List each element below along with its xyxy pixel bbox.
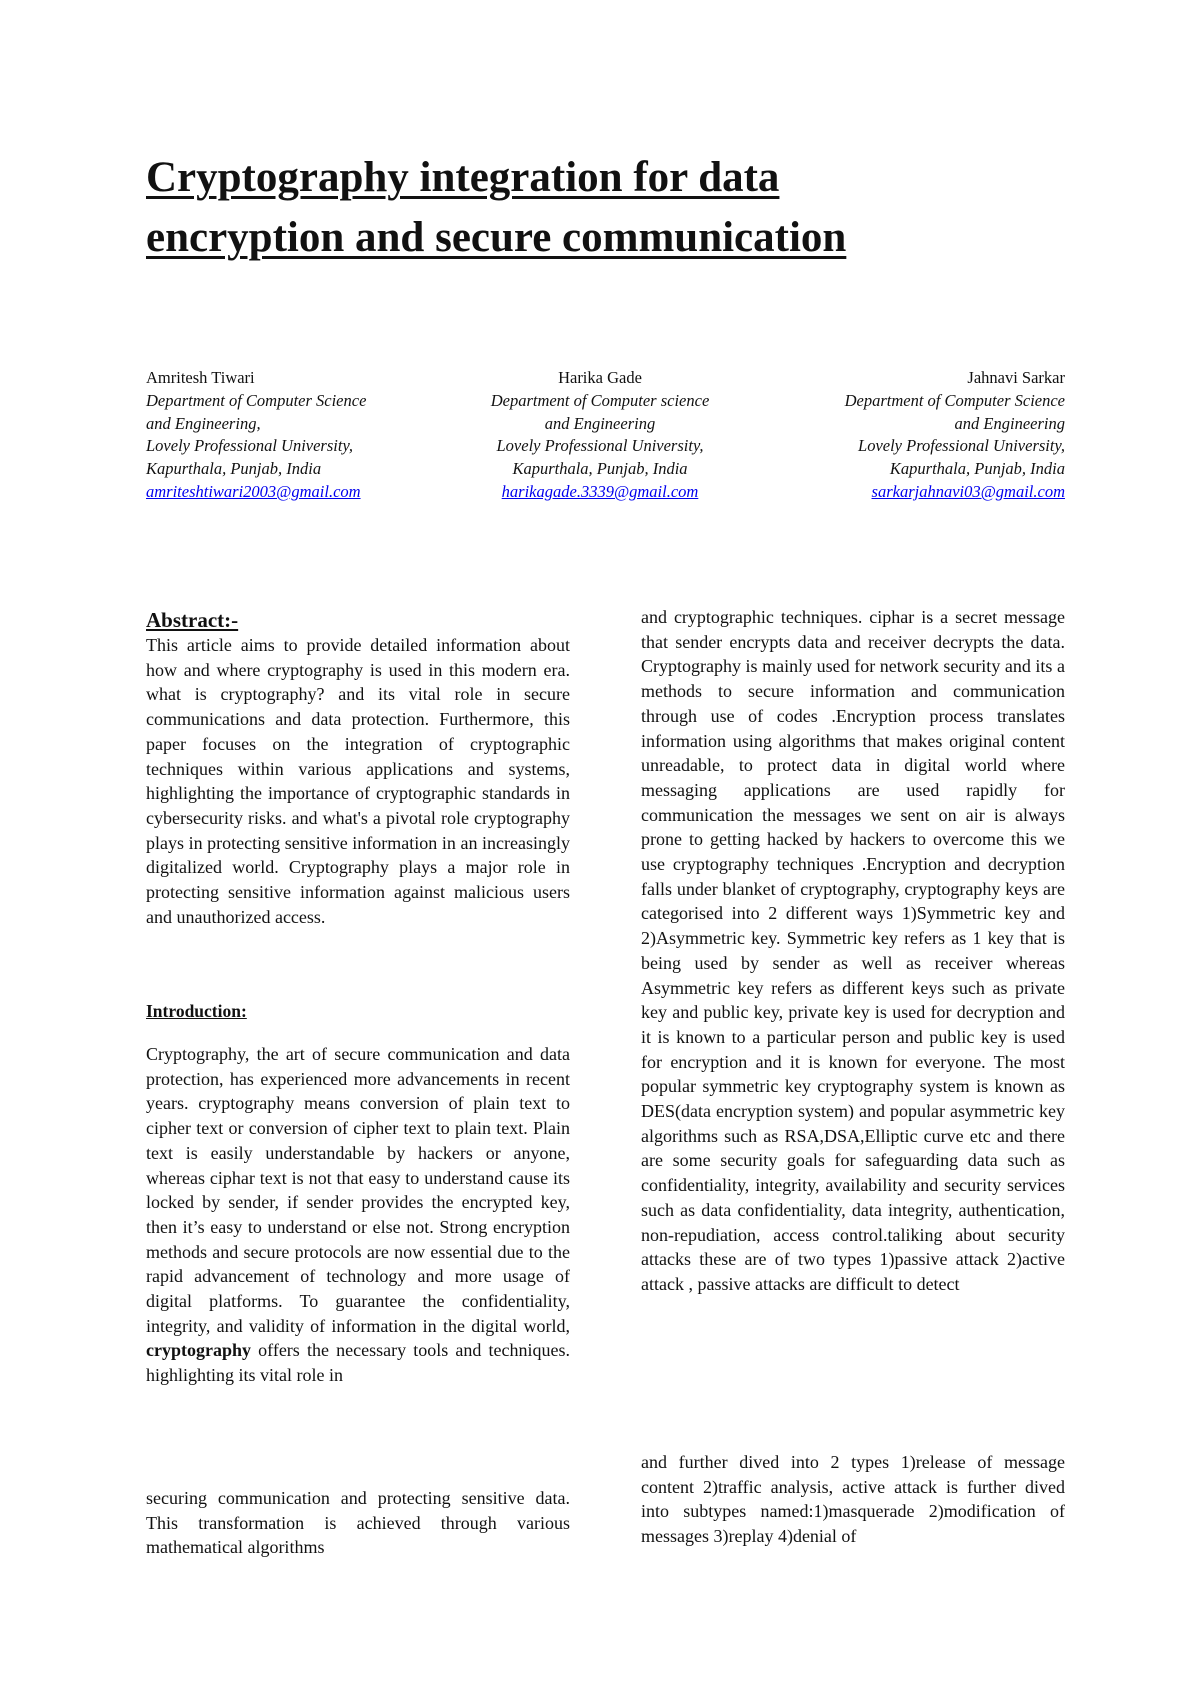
author-department: Department of Computer science — [490, 390, 710, 410]
author-university: Lovely Professional University, — [146, 436, 353, 456]
introduction-body-right-cont — [641, 1450, 1065, 1549]
paper-title — [146, 148, 1106, 268]
author-name: Harika Gade — [558, 368, 642, 387]
author-email-link[interactable]: sarkarjahnavi03@gmail.com — [871, 481, 1065, 501]
introduction-body-left — [146, 1042, 570, 1388]
abstract-body — [146, 633, 570, 929]
author-block-1 — [146, 367, 446, 504]
introduction-body-right — [641, 605, 1065, 1297]
introduction-paragraph-1 — [146, 1042, 570, 1388]
intro-text-after-bold: offers the necessary tools and techniques. highlighting its vital role in — [146, 1340, 570, 1386]
author-department: Department of Computer Science — [146, 390, 367, 410]
author-block-3 — [765, 367, 1065, 504]
title-line-2: encryption and secure communication — [146, 214, 847, 261]
author-department-cont: and Engineering, — [146, 413, 261, 433]
author-department: Department of Computer Science — [844, 390, 1065, 410]
author-university: Lovely Professional University, — [496, 436, 704, 456]
intro-bold-term: cryptography — [146, 1340, 251, 1361]
author-department-cont: and Engineering — [544, 413, 656, 433]
author-name: Jahnavi Sarkar — [967, 368, 1065, 387]
author-university: Lovely Professional University, — [858, 436, 1065, 456]
abstract-paragraph: This article aims to provide detailed information about how and where cryptography is used in this modern era. what is cryptography? and its vital role in secure communications and data protection. Furthermore, this paper focuses on the integration of cryptographic techniques within various applications and systems, highlighting the importance of cryptographic standards in cybersecurity risks. and what's a pivotal role cryptography plays in protecting sensitive information in an increasingly digitalized world. Cryptography plays a major role in protecting sensitive information against malicious users and unauthorized access. — [146, 635, 570, 927]
author-email-link[interactable]: harikagade.3339@gmail.com — [501, 481, 699, 501]
abstract-heading: Abstract:- — [146, 608, 239, 632]
title-line-1: Cryptography integration for data — [146, 154, 780, 201]
author-department-cont: and Engineering — [954, 413, 1065, 433]
author-location: Kapurthala, Punjab, India — [146, 459, 322, 479]
author-location: Kapurthala, Punjab, India — [889, 459, 1065, 479]
introduction-paragraph-4: and further dived into 2 types 1)release of message content 2)traffic analysis, active attack is further dived into subtypes named:1)masquerade 2)modification of messages 3)replay 4)denial of — [641, 1452, 1065, 1547]
author-block-2 — [450, 367, 750, 504]
intro-text-before-bold: Cryptography, the art of secure communication and data protection, has experienced more advancements in recent years. cryptography means conversion of plain text to cipher text or conversion of cipher text to plain text. Plain text is easily understandable by hackers or anyone, whereas ciphar text is not that easy to understand cause its locked by sender, if sender provides the encrypted key, then it’s easy to understand or else not. Strong encryption methods and secure protocols are now essential due to the rapid advancement of technology and more usage of digital platforms. To guarantee the confidentiality, integrity, and validity of information in the digital world, — [146, 1044, 570, 1336]
author-name: Amritesh Tiwari — [146, 368, 255, 387]
author-email-link[interactable]: amriteshtiwari2003@gmail.com — [146, 481, 361, 501]
introduction-paragraph-2: securing communication and protecting sensitive data. This transformation is achieved through various mathematical algorithms — [146, 1488, 570, 1558]
introduction-heading: Introduction: — [146, 1001, 247, 1021]
introduction-paragraph-3: and cryptographic techniques. ciphar is a secret message that sender encrypts data and receiver decrypts the data. Cryptography is mainly used for network security and its a methods to secure information and communication through use of codes .Encryption process translates information using algorithms that makes original content unreadable, to protect data in digital world where messaging applications are used rapidly for communication the messages we sent on air is always prone to getting hacked by hackers to overcome this we use cryptography techniques .Encryption and decryption falls under blanket of cryptography, cryptography keys are categorised into 2 different ways 1)Symmetric key and 2)Asymmetric key. Symmetric key refers as 1 key that is being used by sender as well as receiver whereas Asymmetric key refers as different keys such as private key and public key, private key is used for decryption and it is known to a particular person and public key is used for encryption and it is known for everyone. The most popular symmetric key cryptography system is known as DES(data encryption system) and popular asymmetric key algorithms such as RSA,DSA,Elliptic curve etc and there are some security goals for safeguarding data such as confidentiality, integrity, availability and security services such as data confidentiality, data integrity, authentication, non-repudiation, access control.taliking about security attacks these are of two types 1)passive attack 2)active attack , passive attacks are difficult to detect — [641, 607, 1065, 1294]
author-location: Kapurthala, Punjab, India — [512, 459, 688, 479]
introduction-body-left-cont — [146, 1486, 570, 1560]
